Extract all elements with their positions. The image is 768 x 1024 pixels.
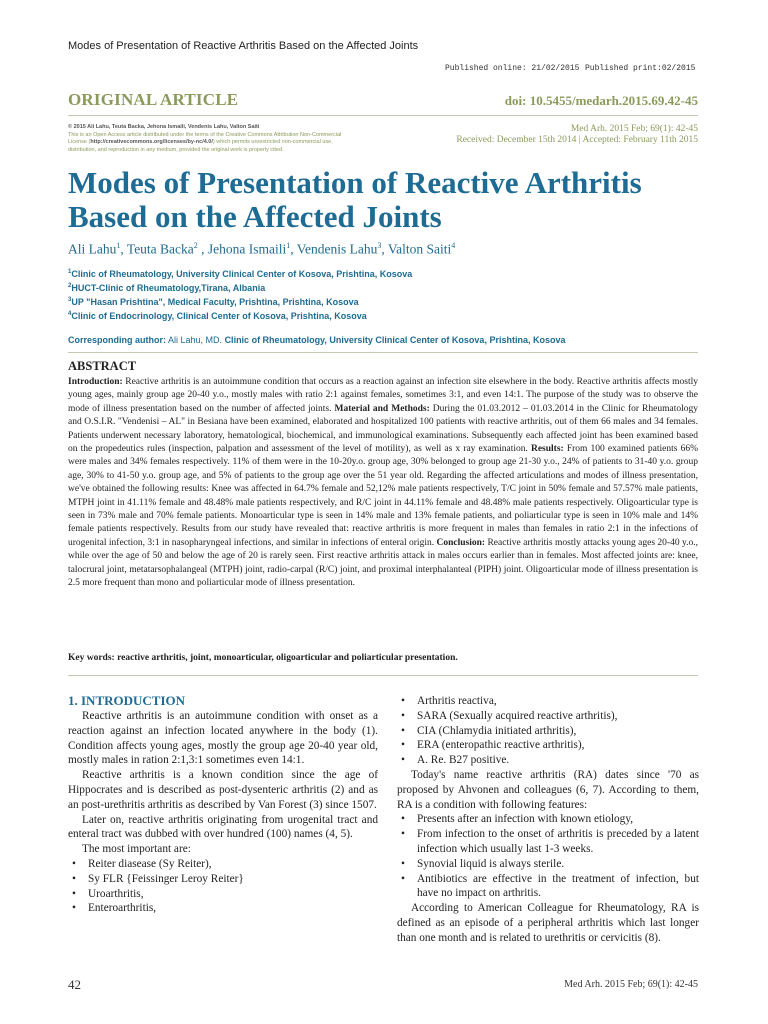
- license-url[interactable]: http://creativecommons.org/licenses/by-nc/4.0/: [90, 139, 213, 146]
- author-list: [68, 241, 455, 258]
- list-item: • A. Re. B27 positive.: [397, 753, 699, 768]
- list-item: • Arthritis reactiva,: [397, 694, 699, 709]
- author-name: Teuta Backa: [126, 241, 194, 257]
- author-sep: ,: [120, 241, 127, 257]
- divider: [68, 675, 698, 676]
- list-item: • CIA (Chlamydia initiated arthritis),: [397, 724, 699, 739]
- corresponding-inst: Clinic of Rheumatology, University Clinical Center of Kosova, Prishtina, Kosova: [224, 335, 566, 345]
- list-item: • Presents after an infection with known etiology,: [397, 812, 699, 827]
- keywords: [68, 653, 698, 663]
- paragraph: Today's name reactive arthritis (RA) dates since '70 as proposed by Ahvonen and colleagues (6, 7). According to them, RA is a condition with following features:: [397, 768, 699, 811]
- results-label: Results:: [530, 444, 564, 455]
- list-item: • From infection to the onset of arthritis is preceded by a latent infection which usually last 1-3 weeks.: [397, 827, 699, 857]
- aff-text: HUCT-Clinic of Rheumatology,Tirana, Albania: [71, 283, 266, 293]
- left-column: [68, 693, 378, 916]
- bullet-list: [397, 812, 699, 901]
- journal-ref: Med Arh. 2015 Feb; 69(1): 42-45: [570, 124, 698, 134]
- aff-sup: 2: [68, 283, 72, 289]
- paragraph: Reactive arthritis is an autoimmune condition with onset as a reaction against an infection located anywhere in the body (1). Condition affects young ages, mostly the group age 20-40 year old, mostly males in ration 2:1,3:1 sometimes even 14:1.: [68, 710, 378, 767]
- aff-sup: 3: [68, 297, 72, 303]
- corresponding-name: Ali Lahu, MD.: [168, 335, 223, 345]
- keywords-text: reactive arthritis, joint, monoarticular, oligoarticular and poliarticular presentation.: [114, 653, 458, 663]
- author-sep: ,: [290, 241, 297, 257]
- list-item: • Sy FLR {Feissinger Leroy Reiter}: [68, 872, 378, 887]
- list-item: • Enteroarthritis,: [68, 901, 378, 916]
- license-text-1: This is an Open Access article distributed under the terms of the Creative Commons Attribution Non-Commercial License (: [68, 131, 342, 146]
- keywords-label: Key words:: [68, 653, 115, 663]
- aff-sup: 4: [68, 311, 72, 317]
- author-name: Valton Saiti: [387, 241, 452, 257]
- paragraph: Reactive arthritis is a known condition since the age of Hippocrates and is described as post-dysenteric arthritis (2) and as an post-urethritis arthritis as described by Van Forest (3) since 1507.: [68, 769, 378, 811]
- corresponding-label: Corresponding author:: [68, 335, 166, 345]
- author-sep: ,: [381, 241, 388, 257]
- list-item: • SARA (Sexually acquired reactive arthritis),: [397, 709, 699, 724]
- author-name: Vendenis Lahu: [296, 241, 378, 257]
- bullet-list: [68, 857, 378, 916]
- article-title: [68, 166, 708, 234]
- author-sup: 3: [377, 241, 382, 250]
- conclusion-text: Reactive arthritis mostly attacks young ages 20-40 y.o., while over the age of 50 and below the age of 20 is rarely seen. First reactive arthritis attack in males occurs earlier than in females. Most affected joints are: knee, talocrural joint, metatarsophalangeal (MTPH) joint, radio-carpal (R/C) joint, and proximal interphalanteal (PIPH) joint. Oligoarticular mode of illness presentation is 2.5 more frequent than mono and poliarticular mode of illness presentation.: [68, 537, 698, 589]
- journal-meta: [456, 124, 698, 146]
- paragraph: The most important are:: [82, 843, 191, 856]
- methods-text: During the 01.03.2012 – 01.03.2014 in the Clinic for Rheumatology and O.S.I.R. "Vendenisi – AL" in Besiana have been examined, elaborated and hospitalized 100 patients with reactive arthritis, out of them 66 males and 34 females. Patients underwent necessary laboratory, hematological, biochemical, and immunological examinations. Subsequently each affected joint has been examined based on the propedeutics rules (inspection, palpation and assessment of the level of motility), as well as x ray examination.: [68, 403, 698, 455]
- author-sep: ,: [197, 241, 208, 257]
- paragraph: Later on, reactive arthritis originating from urogenital tract and enteral tract was dubbed with over hundred (100) names (4, 5).: [68, 813, 378, 841]
- title-line-2: Based on the Affected Joints: [68, 199, 442, 234]
- license-notice: [68, 124, 358, 154]
- right-column: [397, 694, 699, 946]
- author-name: Jehona Ismaili: [207, 241, 287, 257]
- divider: [68, 115, 698, 116]
- list-item: • Reiter diasease (Sy Reiter),: [68, 857, 378, 872]
- published-online: Published online: 21/02/2015: [445, 64, 580, 73]
- abstract-heading: ABSTRACT: [68, 359, 137, 373]
- divider: [68, 352, 698, 353]
- author-sup: 2: [193, 241, 198, 250]
- results-text: From 100 examined patients 66% were males and 34% females respectively. 11% of them were in the 10-20y.o. group age, 30% belonged to group age 21-30 y.o., 24% of patients to 31-40 y.o. group age, 30% to 41-50 y.o. group age, and 5% of patients to the group age over the 51 year old. Regarding the affected articulations and modes of illness presentation, we've obtained the following results: Knee was affected in 64.7% female and 52,12% male patients respectively, T/C joint in 50% female and 57.57% male patients, MTPH joint in 41.11% female and 48.48% male patients respectively, and R/C joint in 44.11% female and 48.48% male patients respectively. Oligoarticular type is seen in 73% male and 70% female patients. Monoarticular type is seen in 14% male and 13% female patients, and poliarticular type is seen in 10% male and 14% female patients respectively. Results from our study have revealed that: reactive arthritis is more frequent in males than females in ratio 2:1 in the infections of urogenital infection, 3:1 in nasopharyngeal infections, and similar in infections of enteral origin.: [68, 444, 698, 548]
- article-type: ORIGINAL ARTICLE: [68, 90, 239, 109]
- aff-text: Clinic of Rheumatology, University Clinical Center of Kosova, Prishtina, Kosova: [71, 269, 413, 279]
- author-sup: 1: [116, 241, 121, 250]
- conclusion-label: Conclusion:: [436, 537, 486, 548]
- aff-text: Clinic of Endocrinology, Clinical Center of Kosova, Prishtina, Kosova: [71, 311, 367, 321]
- author-sup: 4: [451, 241, 456, 250]
- methods-label: Material and Methods:: [334, 403, 430, 414]
- copyright-line: © 2015 Ali Lahu, Teuta Backa, Jehona Ismaili, Vendenis Lahu, Valton Saiti: [68, 124, 260, 130]
- license-text-2: ) which permits unrestricted non-commercial use, distribution, and reproduction in any medium, provided the original work is properly cited.: [68, 139, 333, 153]
- affiliation: [68, 283, 708, 293]
- intro-label: Introduction:: [68, 377, 123, 387]
- intro-text: Reactive arthritis is an autoimmune condition that occurs as a reaction against an infection site elsewhere in the body. Reactive arthritis affects mostly young ages, mainly group age 20-40 y.o., mostly males with ratio 2:1 against females, sometimes 3:1, and even 14:1. The purpose of the study was to observe the mode of illness presentation based on the number of affected joints.: [68, 377, 698, 414]
- bullet-list: [397, 694, 699, 768]
- doi-link[interactable]: doi: 10.5455/medarh.2015.69.42-45: [504, 93, 698, 108]
- affiliation: [68, 269, 708, 279]
- dates: Received: December 15th 2014 | Accepted: February 11th 2015: [456, 135, 698, 145]
- author-name: Ali Lahu: [68, 241, 117, 257]
- list-item: • Synovial liquid is always sterile.: [397, 857, 699, 872]
- list-item: • Antibiotics are effective in the treatment of infection, but have no impact on arthritis.: [397, 872, 699, 902]
- author-sup: 1: [286, 241, 291, 250]
- footer-journal: Med Arh. 2015 Feb; 69(1): 42-45: [564, 979, 698, 990]
- running-title: Modes of Presentation of Reactive Arthritis Based on the Affected Joints: [68, 40, 419, 52]
- aff-sup: 1: [68, 269, 72, 275]
- title-line-1: Modes of Presentation of Reactive Arthritis: [68, 165, 642, 200]
- list-item: • Uroarthritis,: [68, 887, 378, 902]
- aff-text: UP "Hasan Prishtina", Medical Faculty, Prishtina, Prishtina, Kosova: [71, 297, 359, 307]
- page-number: 42: [68, 977, 81, 992]
- affiliation: [68, 311, 708, 321]
- affiliation: [68, 297, 708, 307]
- list-item: • ERA (enteropathic reactive arthritis),: [397, 738, 699, 753]
- paragraph: According to American Colleague for Rheumatology, RA is defined as an episode of a peripheral arthritis which last longer than one month and is related to urethritis or cervicitis (8).: [397, 902, 699, 944]
- abstract-body: [68, 376, 698, 591]
- intro-heading: 1. INTRODUCTION: [68, 693, 186, 708]
- published-print: Published print:02/2015: [585, 64, 696, 73]
- corresponding-author: [68, 335, 565, 345]
